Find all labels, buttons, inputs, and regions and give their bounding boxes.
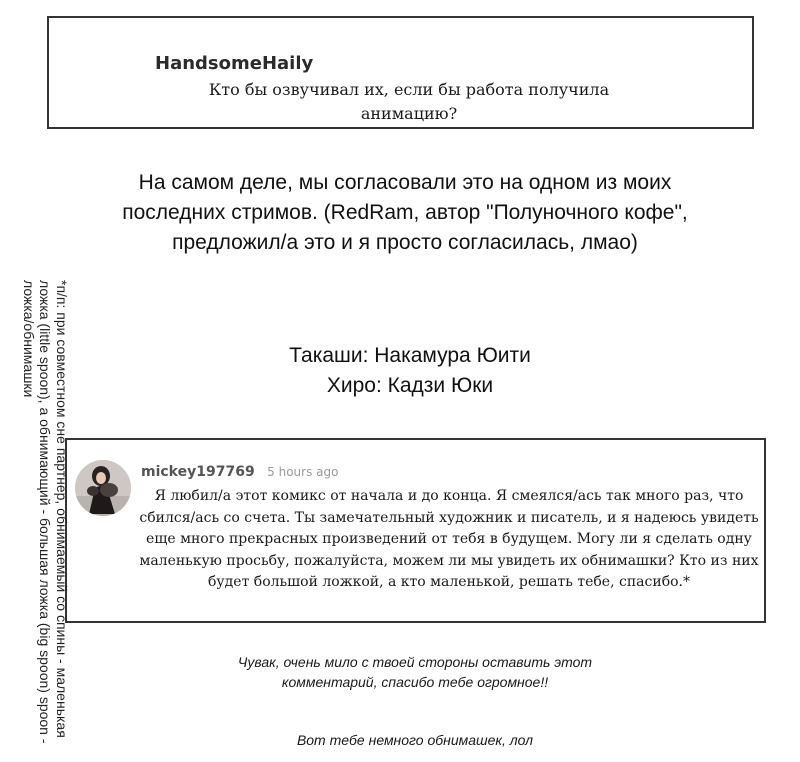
closing-text: Вот тебе немного обнимашек, лол — [296, 732, 534, 748]
voice-cast — [220, 341, 600, 401]
translator-note-text: *п/п: при совместном сне партнёр, обнимаемый со спины - маленькая ложка (little spoon), а обнимающий - большая ложка (big spoon) spoon - ложка/обнимашки — [21, 280, 70, 744]
translator-note — [10, 280, 70, 758]
comment-text: Кто бы озвучивал их, если бы работа получила анимацию? — [208, 80, 610, 123]
comment-timestamp: 5 hours ago — [267, 465, 339, 479]
comment-meta — [141, 464, 338, 480]
cast-line-hiro: Хиро: Кадзи Юки — [326, 374, 494, 397]
top-comment-card — [47, 16, 754, 129]
comment-card — [65, 438, 766, 623]
comment-text: Я любил/а этот комикс от начала и до конца. Я смеялся/ась так много раз, что сбился/ась со счета. Ты замечательный художник и писатель, и я надеюсь увидеть еще много прекрасных произведений от тебя в будущем. Могу ли я сделать одну маленькую просьбу, пожалуйста, можем ли мы увидеть их обнимашки? Кто из них будет большой ложкой, а кто маленькой, решать тебе, спасибо.* — [139, 488, 759, 590]
cast-line-takashi: Такаши: Накамура Юити — [289, 344, 531, 367]
author-reply-text: На самом деле, мы согласовали это на одном из моих последних стримов. (RedRam, автор "Полуночного кофе", предложил/а это и я просто согласилась, лмао) — [122, 171, 688, 254]
comment-username: HandsomeHaily — [155, 53, 314, 74]
avatar — [75, 460, 131, 516]
reply-text: Чувак, очень мило с твоей стороны оставить этот комментарий, спасибо тебе огромное!! — [237, 654, 593, 690]
comment-username: mickey197769 — [141, 464, 255, 480]
avatar-illustration — [75, 460, 131, 516]
